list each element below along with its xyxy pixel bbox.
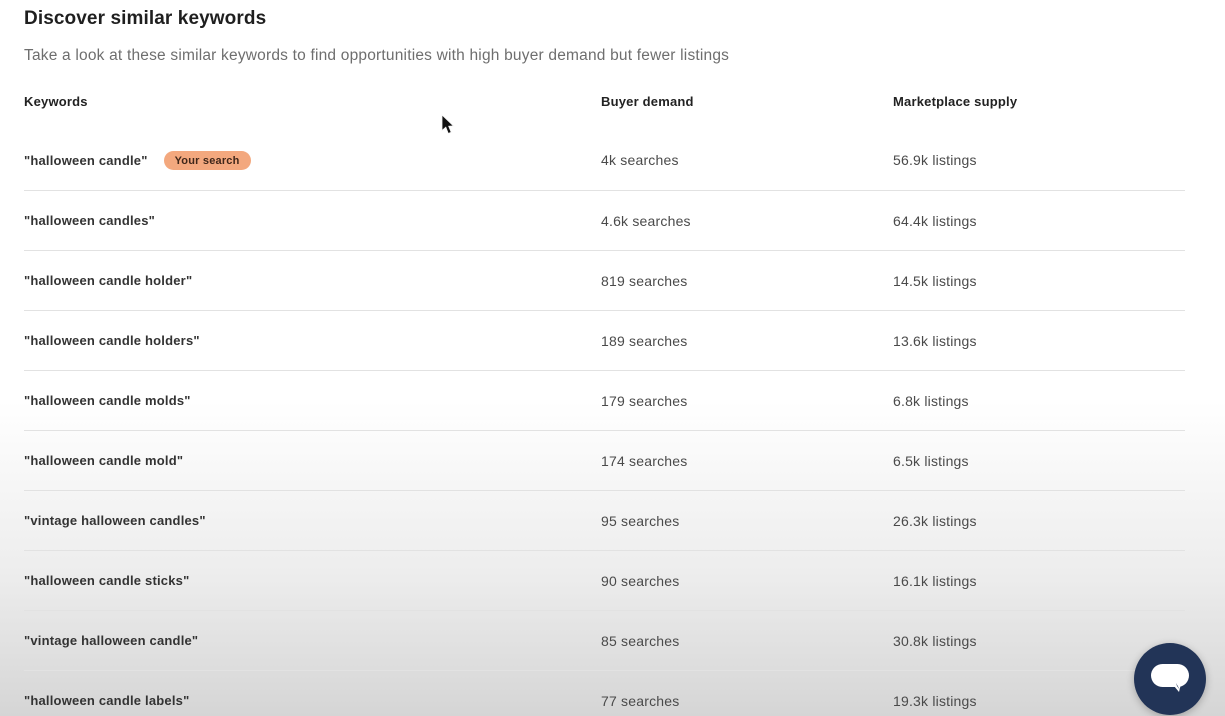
page-title: Discover similar keywords — [24, 8, 267, 29]
keyword-cell — [24, 213, 601, 228]
table-row[interactable] — [24, 130, 1185, 190]
marketplace-supply-cell: 16.1k listings — [893, 572, 977, 589]
keyword-cell — [24, 693, 601, 708]
table-row[interactable] — [24, 430, 1185, 490]
table-body — [24, 130, 1185, 716]
page-subtitle: Take a look at these similar keywords to find opportunities with high buyer demand but fewer listings — [24, 47, 730, 64]
table-row[interactable] — [24, 550, 1185, 610]
chat-widget-button[interactable] — [1134, 643, 1206, 715]
marketplace-supply-cell: 30.8k listings — [893, 632, 977, 649]
keyword-text: "halloween candle holder" — [24, 273, 193, 288]
buyer-demand-cell: 95 searches — [601, 512, 680, 529]
keyword-text: "halloween candle labels" — [24, 693, 190, 708]
buyer-demand-cell: 819 searches — [601, 272, 688, 289]
keyword-cell — [24, 333, 601, 348]
marketplace-supply-cell: 13.6k listings — [893, 332, 977, 349]
keyword-cell — [24, 273, 601, 288]
buyer-demand-cell: 174 searches — [601, 452, 688, 469]
table-row[interactable] — [24, 370, 1185, 430]
marketplace-supply-cell: 26.3k listings — [893, 512, 977, 529]
keyword-cell — [24, 573, 601, 588]
buyer-demand-cell: 4k searches — [601, 152, 679, 168]
buyer-demand-cell: 90 searches — [601, 572, 680, 589]
keyword-cell — [24, 393, 601, 408]
keyword-text: "vintage halloween candle" — [24, 633, 199, 648]
your-search-badge: Your search — [164, 151, 251, 170]
keyword-text: "halloween candle" — [24, 152, 148, 168]
marketplace-supply-cell: 64.4k listings — [893, 212, 977, 229]
buyer-demand-cell: 77 searches — [601, 692, 680, 709]
marketplace-supply-cell: 6.8k listings — [893, 392, 969, 409]
table-row[interactable] — [24, 250, 1185, 310]
column-header-buyer-demand: Buyer demand — [601, 93, 694, 109]
column-header-keywords: Keywords — [24, 93, 88, 109]
keyword-text: "halloween candle mold" — [24, 453, 184, 468]
keyword-text: "halloween candles" — [24, 213, 156, 228]
table-row[interactable] — [24, 490, 1185, 550]
keyword-cell — [24, 633, 601, 648]
table-row[interactable] — [24, 670, 1185, 716]
buyer-demand-cell: 179 searches — [601, 392, 688, 409]
table-row[interactable] — [24, 610, 1185, 670]
buyer-demand-cell: 189 searches — [601, 332, 688, 349]
table-row[interactable] — [24, 190, 1185, 250]
keyword-text: "halloween candle holders" — [24, 333, 200, 348]
speech-bubble-icon — [1150, 662, 1190, 697]
keyword-cell — [24, 151, 601, 170]
table-row[interactable] — [24, 310, 1185, 370]
buyer-demand-cell: 85 searches — [601, 632, 680, 649]
keyword-text: "halloween candle molds" — [24, 393, 191, 408]
marketplace-supply-cell: 19.3k listings — [893, 692, 977, 709]
keyword-text: "vintage halloween candles" — [24, 513, 206, 528]
similar-keywords-table — [24, 92, 1185, 716]
marketplace-supply-cell: 56.9k listings — [893, 152, 977, 168]
column-header-marketplace-supply: Marketplace supply — [893, 93, 1018, 109]
keyword-text: "halloween candle sticks" — [24, 573, 190, 588]
buyer-demand-cell: 4.6k searches — [601, 212, 691, 229]
keyword-cell — [24, 513, 601, 528]
table-header-row — [24, 92, 1185, 110]
marketplace-supply-cell: 6.5k listings — [893, 452, 969, 469]
marketplace-supply-cell: 14.5k listings — [893, 272, 977, 289]
keyword-cell — [24, 453, 601, 468]
